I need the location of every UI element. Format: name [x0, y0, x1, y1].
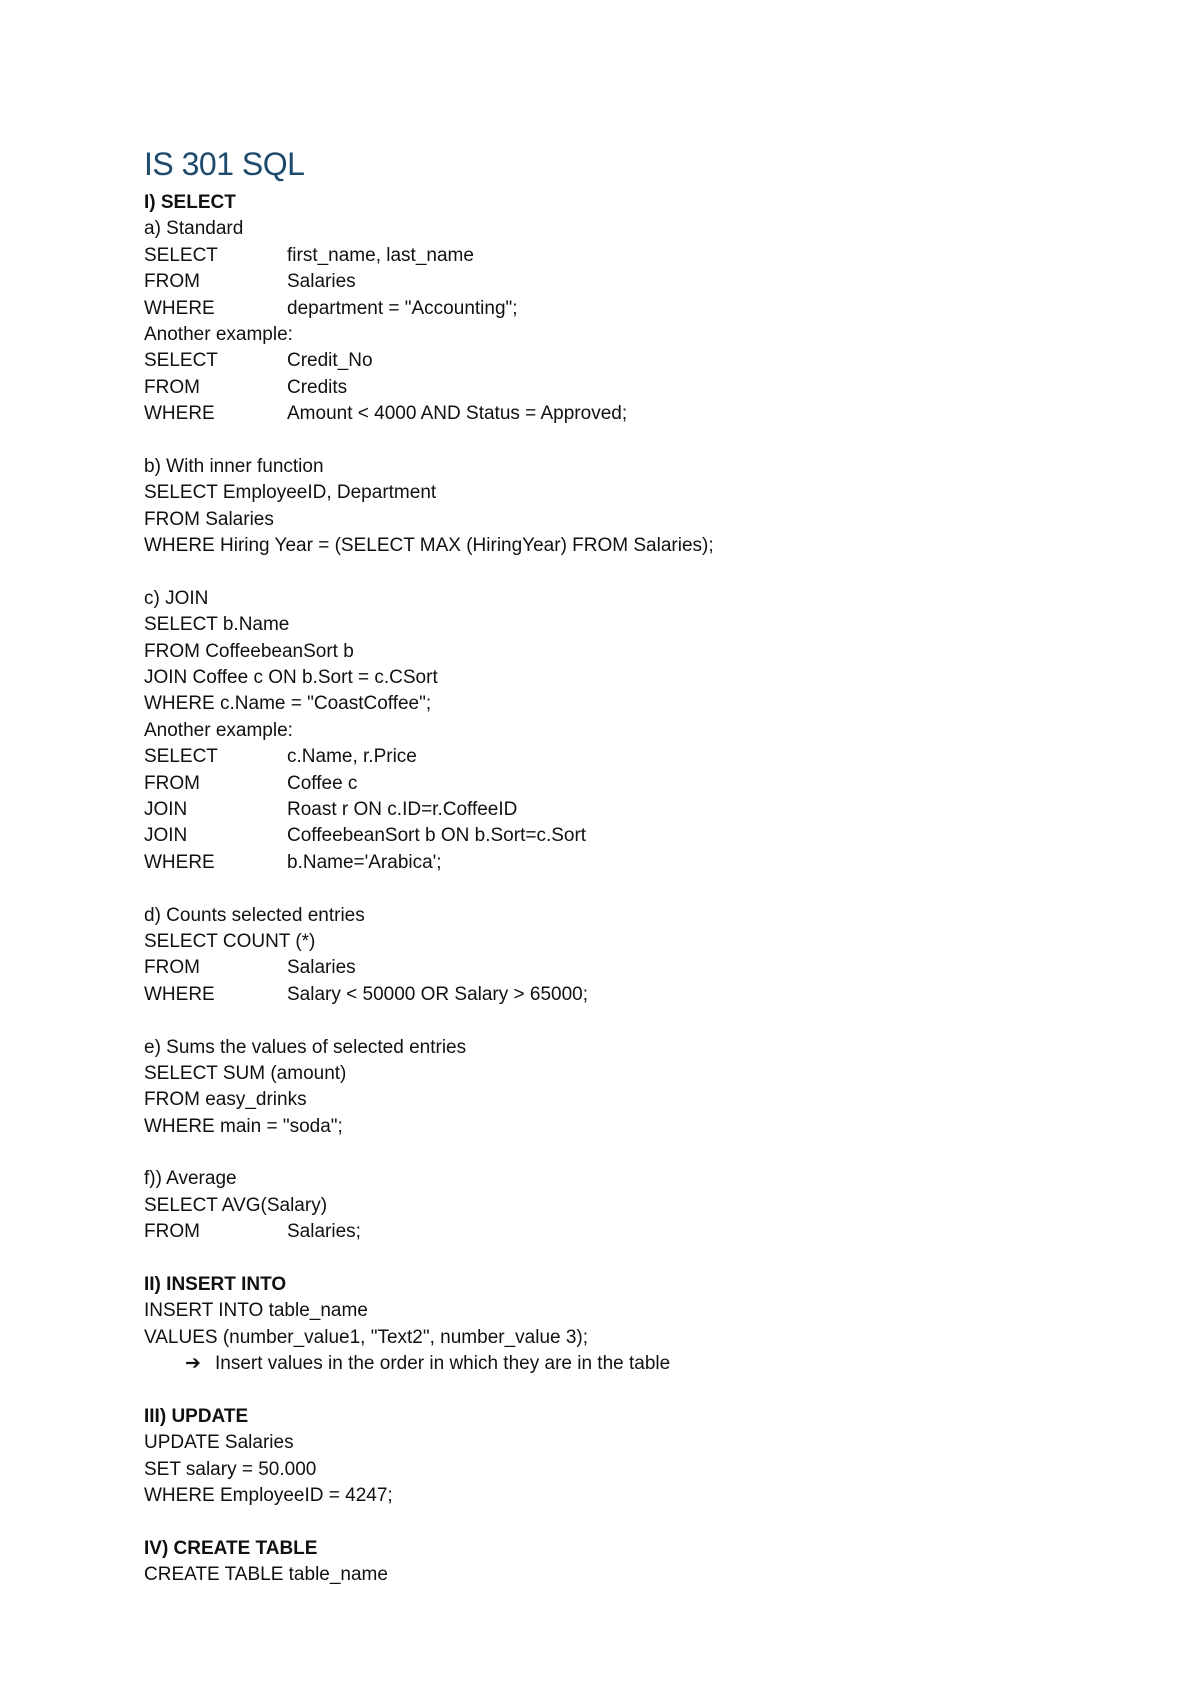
- sql-line: SELECT COUNT (*): [144, 930, 316, 952]
- sql-value: Salary < 50000 OR Salary > 65000;: [287, 983, 589, 1005]
- sql-keyword: FROM: [144, 1221, 200, 1243]
- blank-line: [144, 1008, 1144, 1034]
- sql-line: SET salary = 50.000: [144, 1458, 317, 1480]
- sql-line: [144, 243, 1144, 269]
- sql-keyword: FROM: [144, 772, 200, 794]
- sql-line: CREATE TABLE table_name: [144, 1564, 388, 1586]
- sql-value: Credits: [287, 376, 348, 398]
- blank-line: [144, 1510, 1144, 1536]
- sql-line: [144, 823, 1144, 849]
- sql-line: [144, 269, 1144, 295]
- sql-line: WHERE main = "soda";: [144, 1115, 343, 1137]
- sql-line: SELECT EmployeeID, Department: [144, 482, 437, 504]
- sql-line: JOIN Coffee c ON b.Sort = c.CSort: [144, 667, 438, 689]
- sql-keyword: JOIN: [144, 798, 188, 820]
- section-heading-update: III) UPDATE: [144, 1405, 249, 1427]
- subsection-label-average: f)) Average: [144, 1168, 237, 1190]
- sql-line: VALUES (number_value1, "Text2", number_value 3);: [144, 1326, 589, 1348]
- sql-keyword: WHERE: [144, 403, 215, 425]
- sql-line: INSERT INTO table_name: [144, 1300, 368, 1322]
- section-heading-create-table: IV) CREATE TABLE: [144, 1537, 318, 1559]
- sql-value: department = "Accounting";: [287, 297, 518, 319]
- sql-value: Salaries: [287, 271, 356, 293]
- sql-value: Salaries: [287, 957, 356, 979]
- sql-line: FROM Salaries: [144, 508, 274, 530]
- sql-line: [144, 982, 1144, 1008]
- sql-keyword: JOIN: [144, 825, 188, 847]
- blank-line: [144, 876, 1144, 902]
- sql-value: Salaries;: [287, 1221, 361, 1243]
- sql-keyword: FROM: [144, 376, 200, 398]
- sql-line: [144, 850, 1144, 876]
- sql-keyword: WHERE: [144, 851, 215, 873]
- sql-line: [144, 955, 1144, 981]
- sql-keyword: FROM: [144, 957, 200, 979]
- sql-line: [144, 744, 1144, 770]
- sql-value: c.Name, r.Price: [287, 746, 417, 768]
- sql-line: SELECT SUM (amount): [144, 1062, 347, 1084]
- sql-line: WHERE EmployeeID = 4247;: [144, 1485, 393, 1507]
- sql-value: Amount < 4000 AND Status = Approved;: [287, 403, 628, 425]
- sql-line: [144, 296, 1144, 322]
- subsection-label-inner-function: b) With inner function: [144, 455, 324, 477]
- sql-line: [144, 797, 1144, 823]
- blank-line: [144, 1378, 1144, 1404]
- right-arrow-icon: ➔: [185, 1353, 201, 1375]
- sql-keyword: FROM: [144, 271, 200, 293]
- sql-line: WHERE Hiring Year = (SELECT MAX (HiringYear) FROM Salaries);: [144, 535, 714, 557]
- sql-keyword: WHERE: [144, 983, 215, 1005]
- sql-value: first_name, last_name: [287, 244, 474, 266]
- sql-value: CoffeebeanSort b ON b.Sort=c.Sort: [287, 825, 587, 847]
- blank-line: [144, 1140, 1144, 1166]
- blank-line: [144, 559, 1144, 585]
- sql-keyword: SELECT: [144, 350, 218, 372]
- blank-line: [144, 1246, 1144, 1272]
- subsection-label-standard: a) Standard: [144, 218, 244, 240]
- note-text: Insert values in the order in which they are in the table: [215, 1353, 671, 1375]
- sql-line: SELECT b.Name: [144, 614, 290, 636]
- sql-keyword: SELECT: [144, 746, 218, 768]
- sql-value: Roast r ON c.ID=r.CoffeeID: [287, 798, 518, 820]
- another-example-label: Another example:: [144, 323, 293, 345]
- sql-line: [144, 401, 1144, 427]
- sql-line: [144, 375, 1144, 401]
- blank-line: [144, 428, 1144, 454]
- sql-line: [144, 348, 1144, 374]
- subsection-label-sum: e) Sums the values of selected entries: [144, 1036, 467, 1058]
- section-heading-insert: II) INSERT INTO: [144, 1274, 287, 1296]
- sql-value: Credit_No: [287, 350, 373, 372]
- sql-keyword: WHERE: [144, 297, 215, 319]
- sql-line: FROM easy_drinks: [144, 1089, 307, 1111]
- sql-value: b.Name='Arabica';: [287, 851, 442, 873]
- sql-value: Coffee c: [287, 772, 358, 794]
- sql-keyword: SELECT: [144, 244, 218, 266]
- note-line: [144, 1351, 1144, 1377]
- sql-line: WHERE c.Name = "CoastCoffee";: [144, 693, 432, 715]
- document-page: [144, 140, 1144, 1589]
- sql-line: SELECT AVG(Salary): [144, 1194, 328, 1216]
- subsection-label-join: c) JOIN: [144, 587, 209, 609]
- page-title: IS 301 SQL: [144, 146, 305, 182]
- sql-line: [144, 771, 1144, 797]
- section-heading-select: I) SELECT: [144, 192, 236, 213]
- sql-line: UPDATE Salaries: [144, 1432, 294, 1454]
- sql-line: FROM CoffeebeanSort b: [144, 640, 354, 662]
- sql-line: [144, 1219, 1144, 1245]
- subsection-label-count: d) Counts selected entries: [144, 904, 365, 926]
- another-example-label: Another example:: [144, 719, 293, 741]
